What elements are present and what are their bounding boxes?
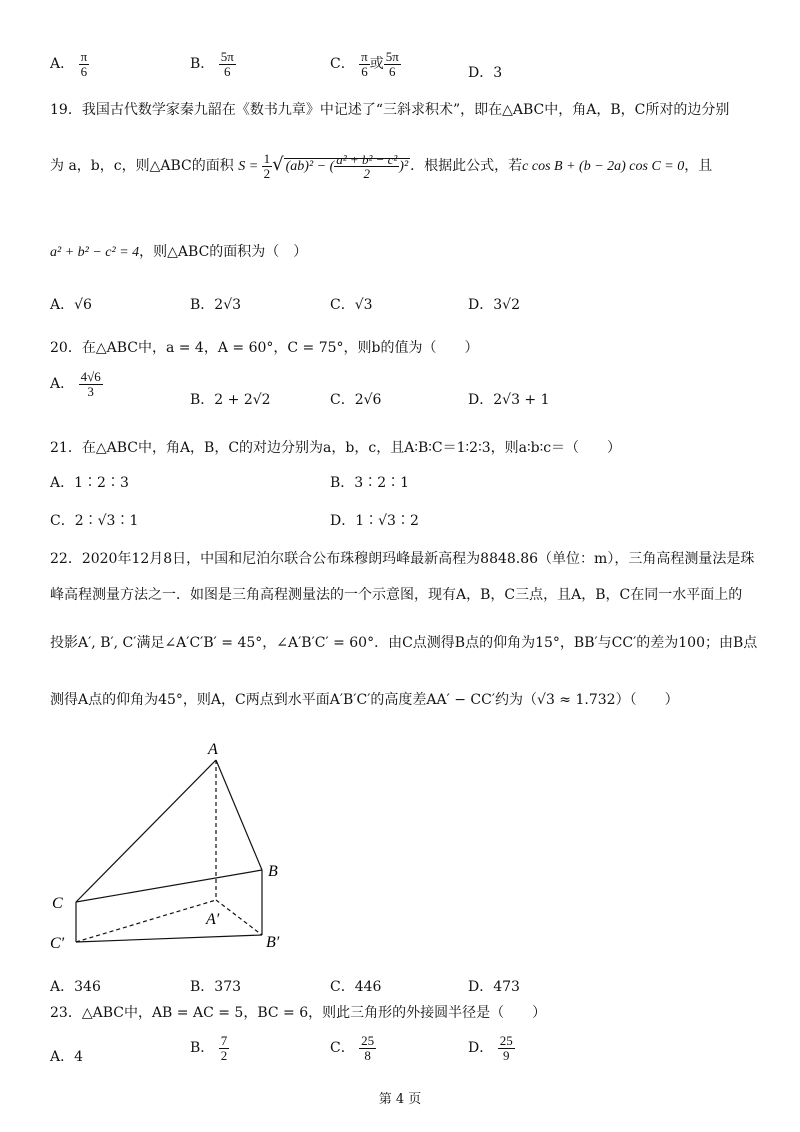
q23-option-b: B． $\frac{7}{2}$	[190, 1033, 228, 1063]
q22-line4: 测得A点的仰角为45°，则A，C两点到水平面A′B′C′的高度差AA′ − CC′约为（√3 ≈ 1.732）（ ）	[50, 692, 679, 708]
edge-c1b1	[76, 935, 262, 942]
q23-option-d: D． $\frac{25}{9}$	[468, 1033, 513, 1063]
q21-option-b: B．3∶2∶1	[330, 475, 410, 491]
q21-option-d: D．1∶√3∶2	[330, 513, 419, 529]
label-b1: B′	[266, 934, 280, 951]
q18-option-d: D．3	[468, 65, 503, 81]
q20-option-c: C．2√6	[330, 392, 382, 408]
q22-option-b: B．373	[190, 979, 242, 995]
label-c1: C′	[50, 935, 65, 952]
edge-ca1	[76, 900, 216, 942]
q19-line2: 为 a，b，c，则△ABC的面积 S = $\frac{1}{2}$ √ (ab)² − ( $\frac{\text{a² + b² − c²}}{2}$ )² ．根据此公式，若c cos B + (b − 2a) cos C = 0，且	[50, 151, 713, 182]
q19-line3: a² + b² − c² = 4，则△ABC的面积为（ ）	[50, 244, 308, 260]
edge-a1b1	[216, 900, 262, 935]
label-c: C	[52, 895, 63, 912]
q21-stem: 21．在△ABC中，角A，B，C的对边分别为a，b，c，且A∶B∶C＝1∶2∶3，则a∶b∶c＝（ ）	[50, 440, 622, 456]
q18-option-c: C． $\frac{\pi}{6}$ 或 $\frac{5\pi}{6}$	[330, 49, 399, 79]
q22-line1: 22．2020年12月8日，中国和尼泊尔联合公布珠穆朗玛峰最新高程为8848.86（单位：m），三角高程测量法是珠	[50, 551, 755, 567]
q19-option-d: D．3√2	[468, 297, 520, 313]
q20-stem: 20．在△ABC中，a = 4，A = 60°，C = 75°，则b的值为（ ）	[50, 340, 479, 356]
page-footer: 第 4 页	[378, 1092, 422, 1107]
label-a1: A′	[206, 911, 220, 928]
edge-cb	[76, 870, 262, 902]
edge-ab	[216, 760, 262, 870]
q20-option-d: D．2√3 + 1	[468, 392, 550, 408]
q21-option-c: C．2∶√3∶1	[50, 513, 139, 529]
q22-line3: 投影A′, B′, C′满足∠A′C′B′ = 45°，∠A′B′C′ = 60°．由C点测得B点的仰角为15°，BB′与CC′的差为100；由B点	[50, 635, 758, 651]
q22-line2: 峰高程测量方法之一．如图是三角高程测量法的一个示意图，现有A，B，C三点，且A，B，C在同一水平面上的	[50, 587, 743, 603]
q20-option-a: A． $\frac{4√6}{3}$	[50, 369, 101, 399]
label-b: B	[268, 863, 278, 880]
q18-option-b: B． $\frac{5\pi}{6}$	[190, 49, 234, 79]
q18-option-a: A． $\frac{\pi}{6}$	[50, 49, 88, 79]
q19-option-a: A．√6	[50, 297, 92, 313]
q19-option-c: C．√3	[330, 297, 373, 313]
q22-option-d: D．473	[468, 979, 520, 995]
q23-option-a: A．4	[50, 1049, 84, 1065]
edge-ca	[76, 760, 216, 902]
label-a: A	[208, 741, 218, 758]
q19-option-b: B．2√3	[190, 297, 242, 313]
q22-figure	[40, 740, 300, 965]
q22-option-c: C．446	[330, 979, 382, 995]
q19-line1: 19．我国古代数学家秦九韶在《数书九章》中记述了“三斜求积术”，即在△ABC中，角A，B，C所对的边分别	[50, 102, 730, 118]
q21-option-a: A．1∶2∶3	[50, 475, 129, 491]
q22-option-a: A．346	[50, 979, 101, 995]
q20-option-b: B．2 + 2√2	[190, 392, 271, 408]
q23-option-c: C． $\frac{25}{8}$	[330, 1033, 375, 1063]
q23-stem: 23．△ABC中，AB = AC = 5，BC = 6，则此三角形的外接圆半径是（ ）	[50, 1005, 547, 1021]
